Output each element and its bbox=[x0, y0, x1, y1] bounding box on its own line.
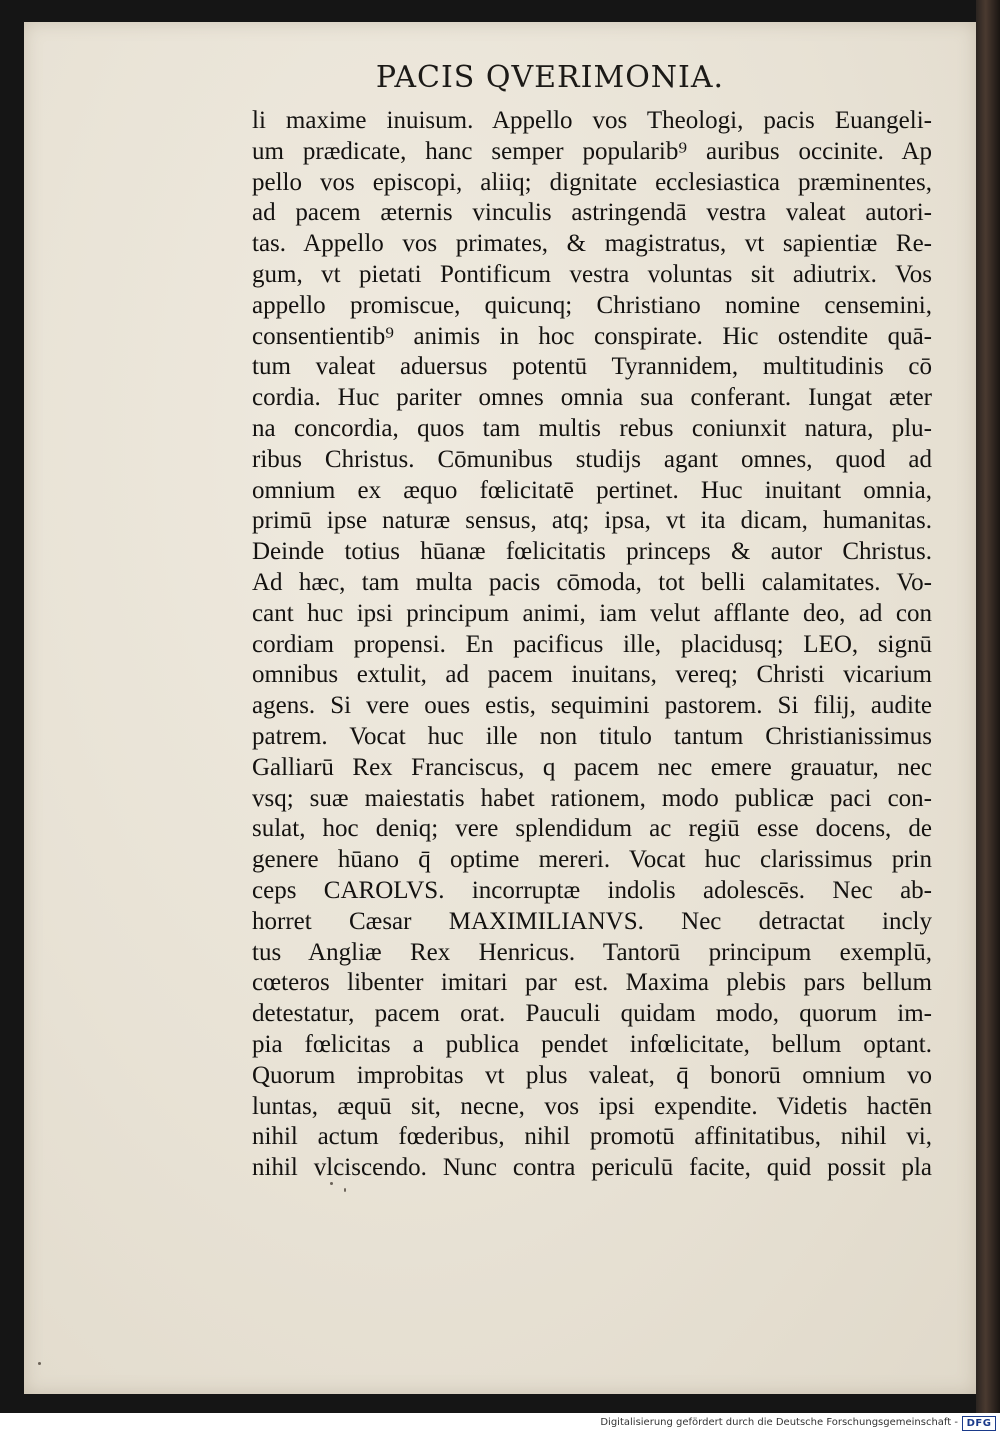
text-line: pia fœlicitas a publica pendet infœlicitate, bellum optant. bbox=[252, 1030, 932, 1058]
running-head: PACIS QVERIMONIA. bbox=[375, 60, 725, 95]
dfg-logo: DFG bbox=[962, 1416, 996, 1431]
text-line: nihil vlciscendo. Nunc contra periculū facite, quid possit pla bbox=[252, 1154, 932, 1182]
text-line: Ad hæc, tam multa pacis cōmoda, tot belli calamitates. Vo- bbox=[252, 568, 932, 596]
text-line: um prædicate, hanc semper popularib⁹ auribus occinite. Ap bbox=[252, 137, 932, 165]
text-line: cordiam propensi. En pacificus ille, placidusq; LEO, signū bbox=[252, 630, 932, 658]
text-line: tas. Appello vos primates, & magistratus, vt sapientiæ Re- bbox=[252, 230, 932, 258]
text-line: ceps CAROLVS. incorruptæ indolis adolescēs. Nec ab- bbox=[252, 876, 932, 904]
text-line: omnibus extulit, ad pacem inuitans, vereq; Christi vicarium bbox=[252, 661, 932, 689]
text-line: li maxime inuisum. Appello vos Theologi, pacis Euangeli- bbox=[252, 107, 932, 134]
text-line: gum, vt pietati Pontificum vestra voluntas sit adiutrix. Vos bbox=[252, 260, 932, 288]
text-line: na concordia, quos tam multis rebus coniunxit natura, plu- bbox=[252, 414, 932, 442]
text-line: nihil actum fœderibus, nihil promotū affinitatibus, nihil vi, bbox=[252, 1123, 932, 1151]
text-line: omnium ex æquo fœlicitatē pertinet. Huc inuitant omnia, bbox=[252, 476, 932, 504]
text-line: patrem. Vocat huc ille non titulo tantum Christianissimus bbox=[252, 722, 932, 750]
text-line: primū ipse naturæ sensus, atq; ipsa, vt ita dicam, humanitas. bbox=[252, 507, 932, 535]
text-line: consentientib⁹ animis in hoc conspirate. Hic ostendite quā- bbox=[252, 322, 932, 350]
book-edge bbox=[976, 0, 1000, 1413]
text-line: tus Angliæ Rex Henricus. Tantorū principum exemplū, bbox=[252, 938, 932, 966]
text-line: pello vos episcopi, aliiq; dignitate ecclesiastica præminentes, bbox=[252, 168, 932, 196]
text-line: genere hūano q̄ optime mereri. Vocat huc clarissimus prin bbox=[252, 846, 932, 874]
text-line: Galliarū Rex Franciscus, q pacem nec emere grauatur, nec bbox=[252, 753, 932, 781]
text-line: luntas, æquū sit, necne, vos ipsi expendite. Videtis hactēn bbox=[252, 1092, 932, 1120]
ink-speck bbox=[344, 1188, 346, 1192]
text-line: vsq; suæ maiestatis habet rationem, modo publicæ paci con- bbox=[252, 784, 932, 812]
body-text bbox=[252, 106, 932, 1184]
text-line: ad pacem æternis vinculis astringendā vestra valeat autori- bbox=[252, 199, 932, 227]
text-line: detestatur, pacem orat. Pauculi quidam modo, quorum im- bbox=[252, 1000, 932, 1028]
text-line: tum valeat aduersus potentū Tyrannidem, multitudinis cō bbox=[252, 353, 932, 381]
footer-credit: Digitalisierung gefördert durch die Deutsche Forschungsgemeinschaft - bbox=[600, 1417, 958, 1428]
text-line: ribus Christus. Cōmunibus studijs agant omnes, quod ad bbox=[252, 445, 932, 473]
text-line: cordia. Huc pariter omnes omnia sua conferant. Iungat æter bbox=[252, 384, 932, 412]
text-line: sulat, hoc deniq; vere splendidum ac regiū esse docens, de bbox=[252, 815, 932, 843]
text-line: cœteros libenter imitari par est. Maxima plebis pars bellum bbox=[252, 969, 932, 997]
text-line: agens. Si vere oues estis, sequimini pastorem. Si filij, audite bbox=[252, 692, 932, 720]
text-line: horret Cæsar MAXIMILIANVS. Nec detractat incly bbox=[252, 907, 932, 935]
text-line: Deinde totius hūanæ fœlicitatis princeps & autor Christus. bbox=[252, 538, 932, 566]
ink-speck bbox=[38, 1362, 41, 1365]
digitization-footer bbox=[0, 1413, 1000, 1435]
text-line: appello promiscue, quicunq; Christiano nomine censemini, bbox=[252, 291, 932, 319]
text-line: cant huc ipsi principum animi, iam velut afflante deo, ad con bbox=[252, 599, 932, 627]
text-line: Quorum improbitas vt plus valeat, q̄ bonorū omnium vo bbox=[252, 1061, 932, 1089]
